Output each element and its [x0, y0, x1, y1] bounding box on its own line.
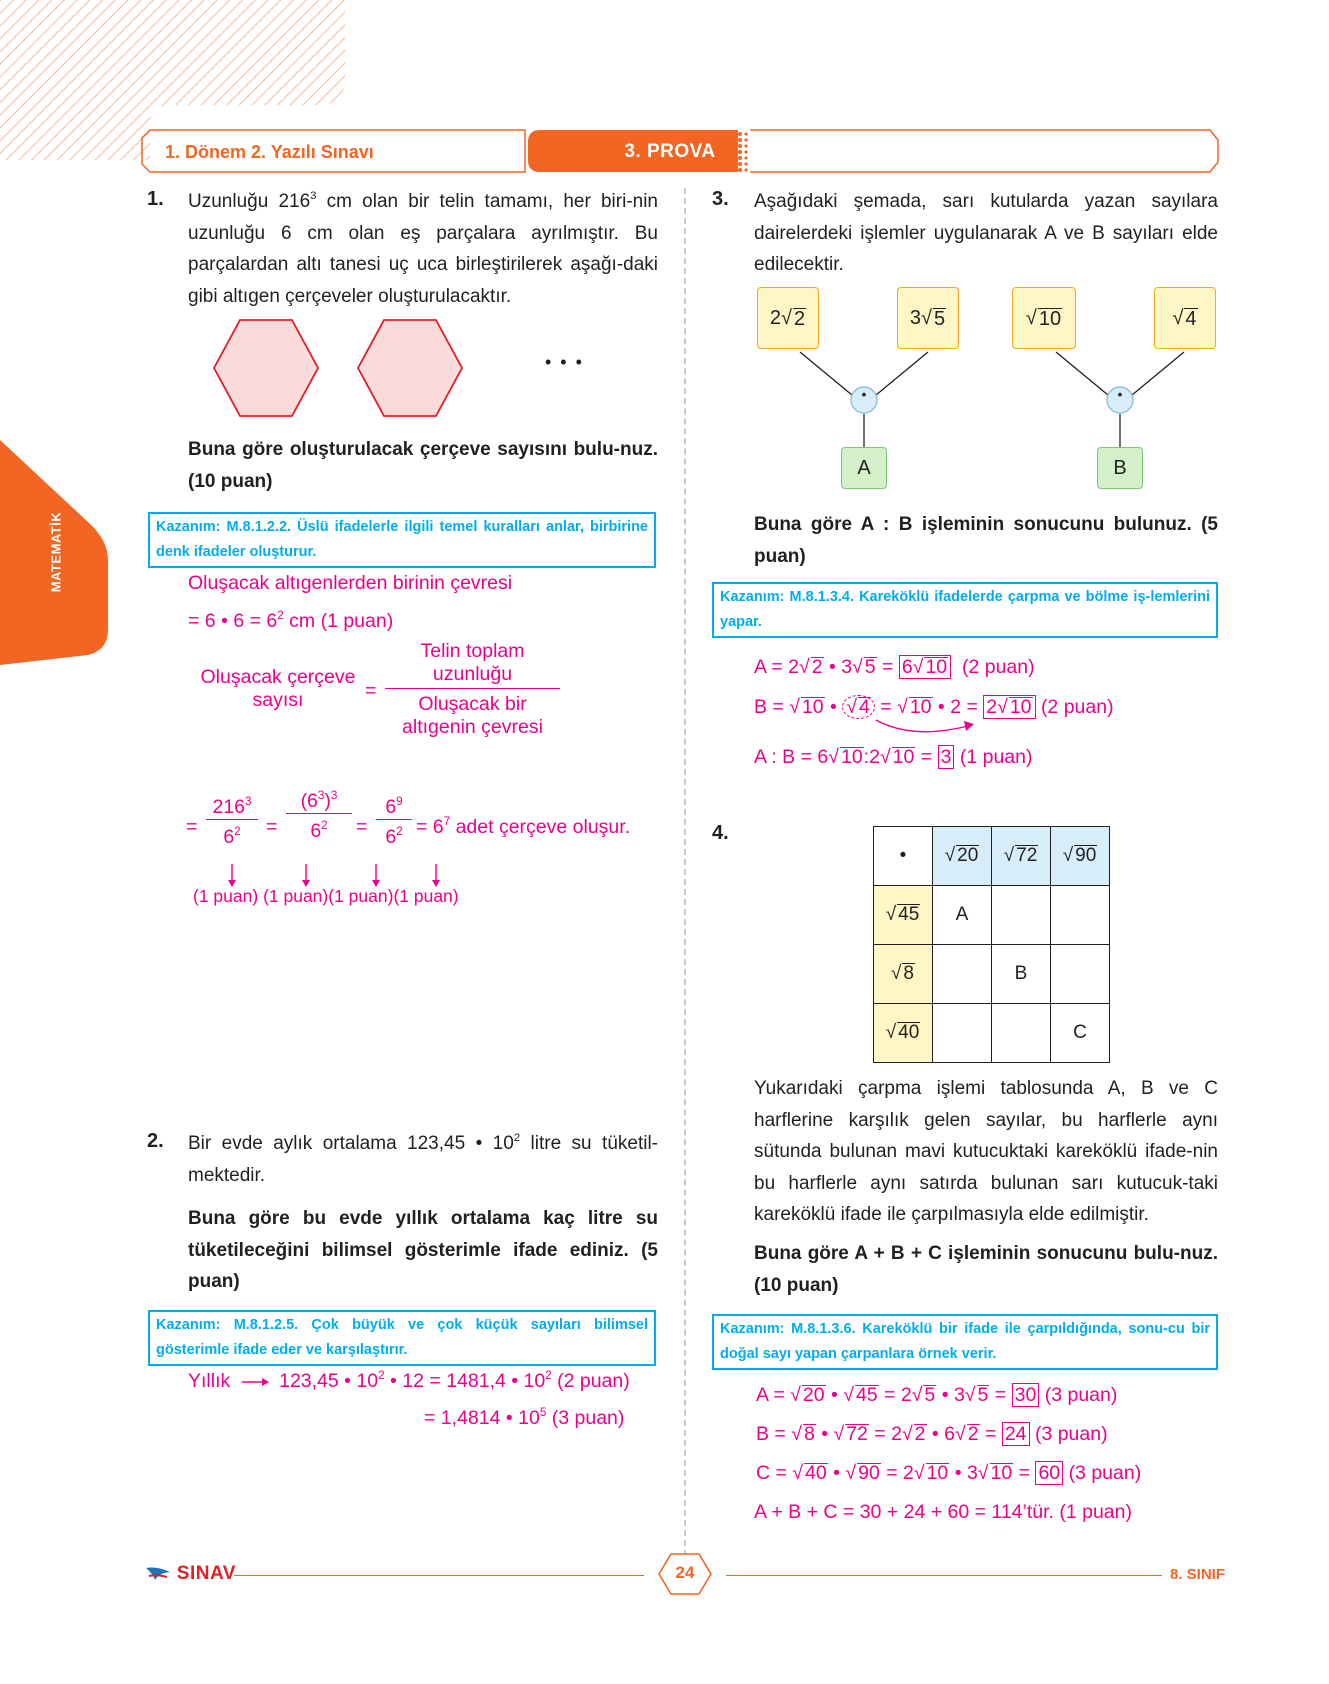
table-cell [1051, 945, 1110, 1004]
q1-number: 1. [147, 188, 164, 210]
q3-result-a: A [841, 447, 887, 489]
table-cell [992, 886, 1051, 945]
q1-kazanim: Kazanım: M.8.1.2.2. Üslü ifadelerle ilgili temel kuralları anlar, birbirine denk ifadeler oluşturur. [148, 512, 656, 568]
q4-number: 4. [712, 822, 729, 844]
q3-box-1: 2 √ 2 [757, 287, 819, 349]
page-number: 24 [675, 1563, 695, 1582]
q4-text: Yukarıdaki çarpma işlemi tablosunda A, B ve C harflerine karşılık gelen sayılar, bu harflerle aynı sütunda bulunan mavi kutucuktaki kareköklü ifade-nin bu harflerle aynı satırda bulunan sarı kutucuk-taki kareköklü ifade ile çarpılmasıyla elde edilmiştir. [754, 1078, 1218, 1225]
arrow-right-icon [240, 1376, 270, 1388]
q3-solution-ratio: A : B = 6√ 10:2√ 10 = 3 (1 puan) [754, 746, 1033, 768]
table-cell [933, 945, 992, 1004]
q3-result-b: B [1097, 447, 1143, 489]
q4-question: Buna göre A + B + C işleminin sonucunu bulu-nuz. (10 puan) [754, 1243, 1218, 1296]
q3-op-circle-a: • [861, 386, 867, 402]
q3-kazanim: Kazanım: M.8.1.3.4. Kareköklü ifadelerde çarpma ve bölme iş-lemlerini yapar. [712, 582, 1218, 638]
table-row-header: √ 8 [874, 945, 933, 1004]
q3-question: Buna göre A : B işleminin sonucunu bulunuz. (5 puan) [754, 514, 1218, 567]
q1-question: Buna göre oluşturulacak çerçeve sayısını bulu-nuz. (10 puan) [188, 439, 658, 492]
table-col-header: √ 90 [1051, 827, 1110, 886]
q1-fraction-chain: = $216^3$ $6^2$ = $(6^3)^3$ $6^2$ = $6^9$ $6^2$ = $6^7$ adet çerçeve oluşur. [186, 788, 631, 848]
q3-number: 3. [712, 188, 729, 210]
q1-frac-left: Oluşacak çerçeve sayısı [200, 666, 356, 711]
q2-text: Bir evde aylık ortalama 123,45 • $10^2$ litre su tüketil-mektedir. [188, 1132, 659, 1186]
q2-solution-line2: = 1,4814 • $10^5$ (3 puan) [424, 1405, 625, 1429]
bird-logo-icon [145, 1564, 171, 1582]
q3-curve-arrow [872, 716, 982, 738]
q2-number: 2. [147, 1130, 164, 1152]
side-tab-label: MATEMATİK [48, 511, 64, 593]
exam-title: 1. Dönem 2. Yazılı Sınavı [165, 142, 374, 162]
q1-points: (1 puan) (1 puan)(1 puan)(1 puan) [193, 886, 459, 906]
q3-diagram-lines [760, 340, 1220, 470]
q3-text: Aşağıdaki şemada, sarı kutularda yazan sayılara dairelerdeki işlemler uygulanarak A ve B sayıları elde edilecektir. [754, 191, 1218, 275]
table-col-header: √ 20 [933, 827, 992, 886]
publisher-logo: SINAV [145, 1563, 236, 1585]
footer-line-left [234, 1575, 644, 1576]
q3-solution-b: B = √ 10 • √ 4 = √ 10 • 2 = 2√ 10 (2 puan) [754, 696, 1114, 718]
q3-box-3: √ 10 [1012, 287, 1076, 349]
q1-solution-line1: Oluşacak altıgenlerden birinin çevresi [188, 572, 513, 594]
q2-solution-line1: Yıllık 123,45 • $10^2$ • 12 = 1481,4 • $10^2$ (2 puan) [188, 1368, 630, 1392]
hexagon-figures [210, 318, 470, 418]
q3-solution-a: A = 2√ 2 • 3√ 5 = 6√ 10 (2 puan) [754, 656, 1035, 678]
table-cell [933, 1004, 992, 1063]
table-col-header: √ 72 [992, 827, 1051, 886]
table-row-header: √ 40 [874, 1004, 933, 1063]
table-cell [992, 1004, 1051, 1063]
grade-label: 8. SINIF [1170, 1566, 1226, 1583]
table-cell-b: B [992, 945, 1051, 1004]
q3-box-4: √ 4 [1154, 287, 1216, 349]
q4-solution-c: C = √ 40 • √ 90 = 2√ 10 • 3√ 10 = 60 (3 puan) [756, 1462, 1142, 1484]
q1-solution-line2: = 6 • $6 = 6^2$ cm (1 puan) [188, 608, 394, 632]
q1-frac-right: Telin toplam uzunluğu Oluşacak bir altıgenin çevresi [385, 640, 560, 739]
table-corner: • [874, 827, 933, 886]
table-cell-c: C [1051, 1004, 1110, 1063]
table-cell [1051, 886, 1110, 945]
q4-multiplication-table [873, 826, 1110, 1063]
table-row-header: √ 45 [874, 886, 933, 945]
q4-solution-b: B = √ 8 • √ 72 = 2√ 2 • 6√ 2 = 24 (3 puan) [756, 1423, 1108, 1445]
q4-solution-a: A = √ 20 • √ 45 = 2√ 5 • 3√ 5 = 30 (3 puan) [756, 1384, 1118, 1406]
q3-box-2: 3 √ 5 [897, 287, 959, 349]
q2-question: Buna göre bu evde yıllık ortalama kaç litre su tüketileceğini bilimsel gösterimle ifade ediniz. (5 puan) [188, 1208, 658, 1292]
ellipsis-dots: • • • [545, 352, 584, 372]
q1-frac-eq: = [365, 680, 377, 702]
q3-op-circle-b: • [1117, 386, 1123, 402]
column-divider [684, 188, 686, 1556]
q4-solution-sum: A + B + C = 30 + 24 + 60 = 114’tür. (1 puan) [754, 1501, 1132, 1523]
footer-line-right [726, 1575, 1162, 1576]
q4-kazanim: Kazanım: M.8.1.3.6. Kareköklü bir ifade ile çarpıldığında, sonu-cu bir doğal sayı yapan çarpanlara örnek verir. [712, 1314, 1218, 1370]
q2-kazanim: Kazanım: M.8.1.2.5. Çok büyük ve çok küçük sayıları bilimsel gösterimle ifade eder ve karşılaştırır. [148, 1310, 656, 1366]
table-cell-a: A [933, 886, 992, 945]
prova-title: 3. PROVA [624, 141, 716, 162]
q1-text: Uzunluğu $216^3$ cm olan bir telin tamamı, her biri-nin uzunluğu 6 cm olan eş parçalara ayrılmıştır. Bu parçalardan altı tanesi uç uca birleştirilerek aşağı-daki gibi altıgen çerçeveler oluşturulacaktır. [188, 190, 658, 307]
